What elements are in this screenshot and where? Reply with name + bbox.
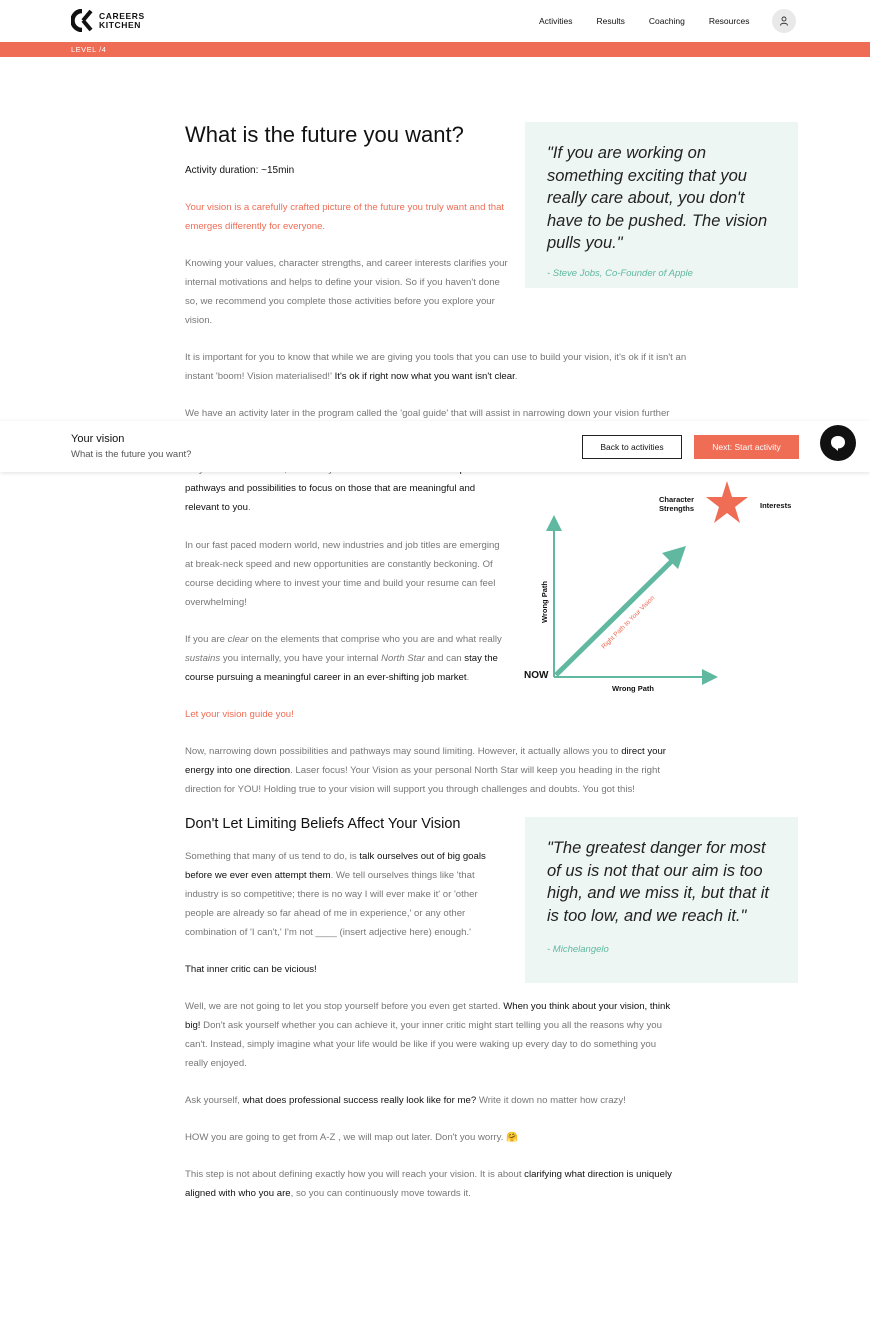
right-path-label: Right Path to Your Vision xyxy=(600,594,657,651)
top-navigation xyxy=(0,0,870,42)
nav-results[interactable]: Results xyxy=(596,16,625,26)
activity-duration: Activity duration: ~15min xyxy=(185,165,295,176)
vision-path-diagram xyxy=(520,475,800,700)
paragraph-think-big: Well, we are not going to let you stop yourself before you even get started. When you think about your vision, think big! Don't ask yourself whether you can achieve it, your inner critic might start telling you all the reasons why you can't. Instead, simply imagine what your life would be like if you were waking up every day to do something you really enjoyed. xyxy=(185,1001,671,1069)
activity-bar xyxy=(0,421,870,472)
paragraph-clarifying: This step is not about defining exactly how you will reach your vision. It is about clarifying what direction is uniquely aligned with who you are, so you can continuously move towards it. xyxy=(185,1169,672,1199)
chat-button[interactable] xyxy=(820,425,856,461)
intro-text: Your vision is a carefully crafted picture of the future you truly want and that emerges differently for everyone. xyxy=(185,202,505,232)
logo-icon xyxy=(71,9,93,32)
avatar[interactable] xyxy=(772,9,796,33)
paragraph-talk-ourselves-out: Something that many of us tend to do, is talk ourselves out of big goals before we ever even attempt them. We tell ourselves things like 'that industry is so competitive; there is no way I will ever make it' or 'other people are already so far ahead of me in experience,' or any other combination of 'I can't,' I'm not ____ (insert adjective here) enough.' xyxy=(185,851,486,938)
nav-resources[interactable]: Resources xyxy=(708,16,750,26)
level-label: LEVEL /4 xyxy=(71,45,107,54)
paragraph-how: HOW you are going to get from A-Z , we will map out later. Don't you worry. 🤗 xyxy=(185,1132,518,1143)
quote-text: "If you are working on something exciting that you really care about, you don't have to be pushed. The vision pulls you." xyxy=(547,144,768,252)
user-icon xyxy=(779,16,789,26)
strengths-label: Strengths xyxy=(659,504,695,513)
next-start-activity-button[interactable]: Next: Start activity xyxy=(694,435,799,459)
quote-text: "The greatest danger for most of us is not that our aim is too high, and we miss it, but that it is too low, and we reach it." xyxy=(547,839,769,925)
inner-critic-text: That inner critic can be vicious! xyxy=(185,964,317,975)
interests-label: Interests xyxy=(760,501,792,510)
paragraph-goal-guide: We have an activity later in the program called the 'goal guide' that will assist in narrowing down your vision further xyxy=(185,408,670,419)
guide-text: Let your vision guide you! xyxy=(185,709,294,720)
character-label: Character xyxy=(659,495,695,504)
paragraph-north-star: If you are clear on the elements that comprise who you are and what really sustains you internally, you have your internal North Star and can stay the course pursuing a meaningful career in an ever-shifting job market. xyxy=(185,634,502,683)
careers-kitchen-logo[interactable] xyxy=(71,9,145,32)
paragraph-important: It is important for you to know that while we are giving you tools that you can use to build your vision, it's ok if it isn't an instant 'boom! Vision materialised!' It's ok if right now what you want isn't clear. xyxy=(185,352,687,382)
paragraph-narrows: pathways and possibilities to focus on those that are meaningful and relevant to you. xyxy=(185,483,476,513)
right-path-arrow xyxy=(556,555,678,675)
paragraph-values: Knowing your values, character strengths, and career interests clarifies your internal motivations and helps to define your vision. So if you haven't done so, we recommend you complete those activities before you explore your vision. xyxy=(185,258,508,326)
quote-box-jobs xyxy=(525,122,798,288)
wrong-path-y-label: Wrong Path xyxy=(540,581,549,623)
now-label: NOW xyxy=(524,670,549,681)
quote-box-michelangelo xyxy=(525,817,798,983)
level-bar xyxy=(0,42,870,57)
nav-activities[interactable]: Activities xyxy=(539,16,573,26)
nav-coaching[interactable]: Coaching xyxy=(648,16,685,26)
quote-author: - Michelangelo xyxy=(547,944,609,955)
quote-author: - Steve Jobs, Co-Founder of Apple xyxy=(547,267,693,279)
activity-bar-subtitle: What is the future you want? xyxy=(71,449,192,460)
nav-links xyxy=(539,16,773,26)
section-heading-limiting-beliefs: Don't Let Limiting Beliefs Affect Your Vision xyxy=(185,816,461,832)
logo-line-1: CAREERS xyxy=(99,10,145,21)
star-icon xyxy=(706,481,748,523)
activity-bar-title: Your vision xyxy=(71,433,125,445)
page-title: What is the future you want? xyxy=(185,122,464,147)
wrong-path-x-label: Wrong Path xyxy=(612,684,654,693)
chat-bubble-icon xyxy=(829,434,847,452)
paragraph-ask-yourself: Ask yourself, what does professional success really look like for me? Write it down no matter how crazy! xyxy=(185,1095,626,1106)
back-to-activities-button[interactable]: Back to activities xyxy=(582,435,682,459)
paragraph-fast-paced: In our fast paced modern world, new industries and job titles are emerging at break-neck speed and new opportunities are constantly beckoning. Of course deciding where to invest your time and build your resume can feel overwhelming! xyxy=(185,540,500,608)
logo-line-2: KITCHEN xyxy=(99,19,141,30)
paragraph-direction: Now, narrowing down possibilities and pathways may sound limiting. However, it actually allows you to direct your energy into one direction. Laser focus! Your Vision as your personal North Star will keep you heading in the right direction for YOU! Holding true to your vision will support you through challenges and doubts. You got this! xyxy=(185,746,666,795)
